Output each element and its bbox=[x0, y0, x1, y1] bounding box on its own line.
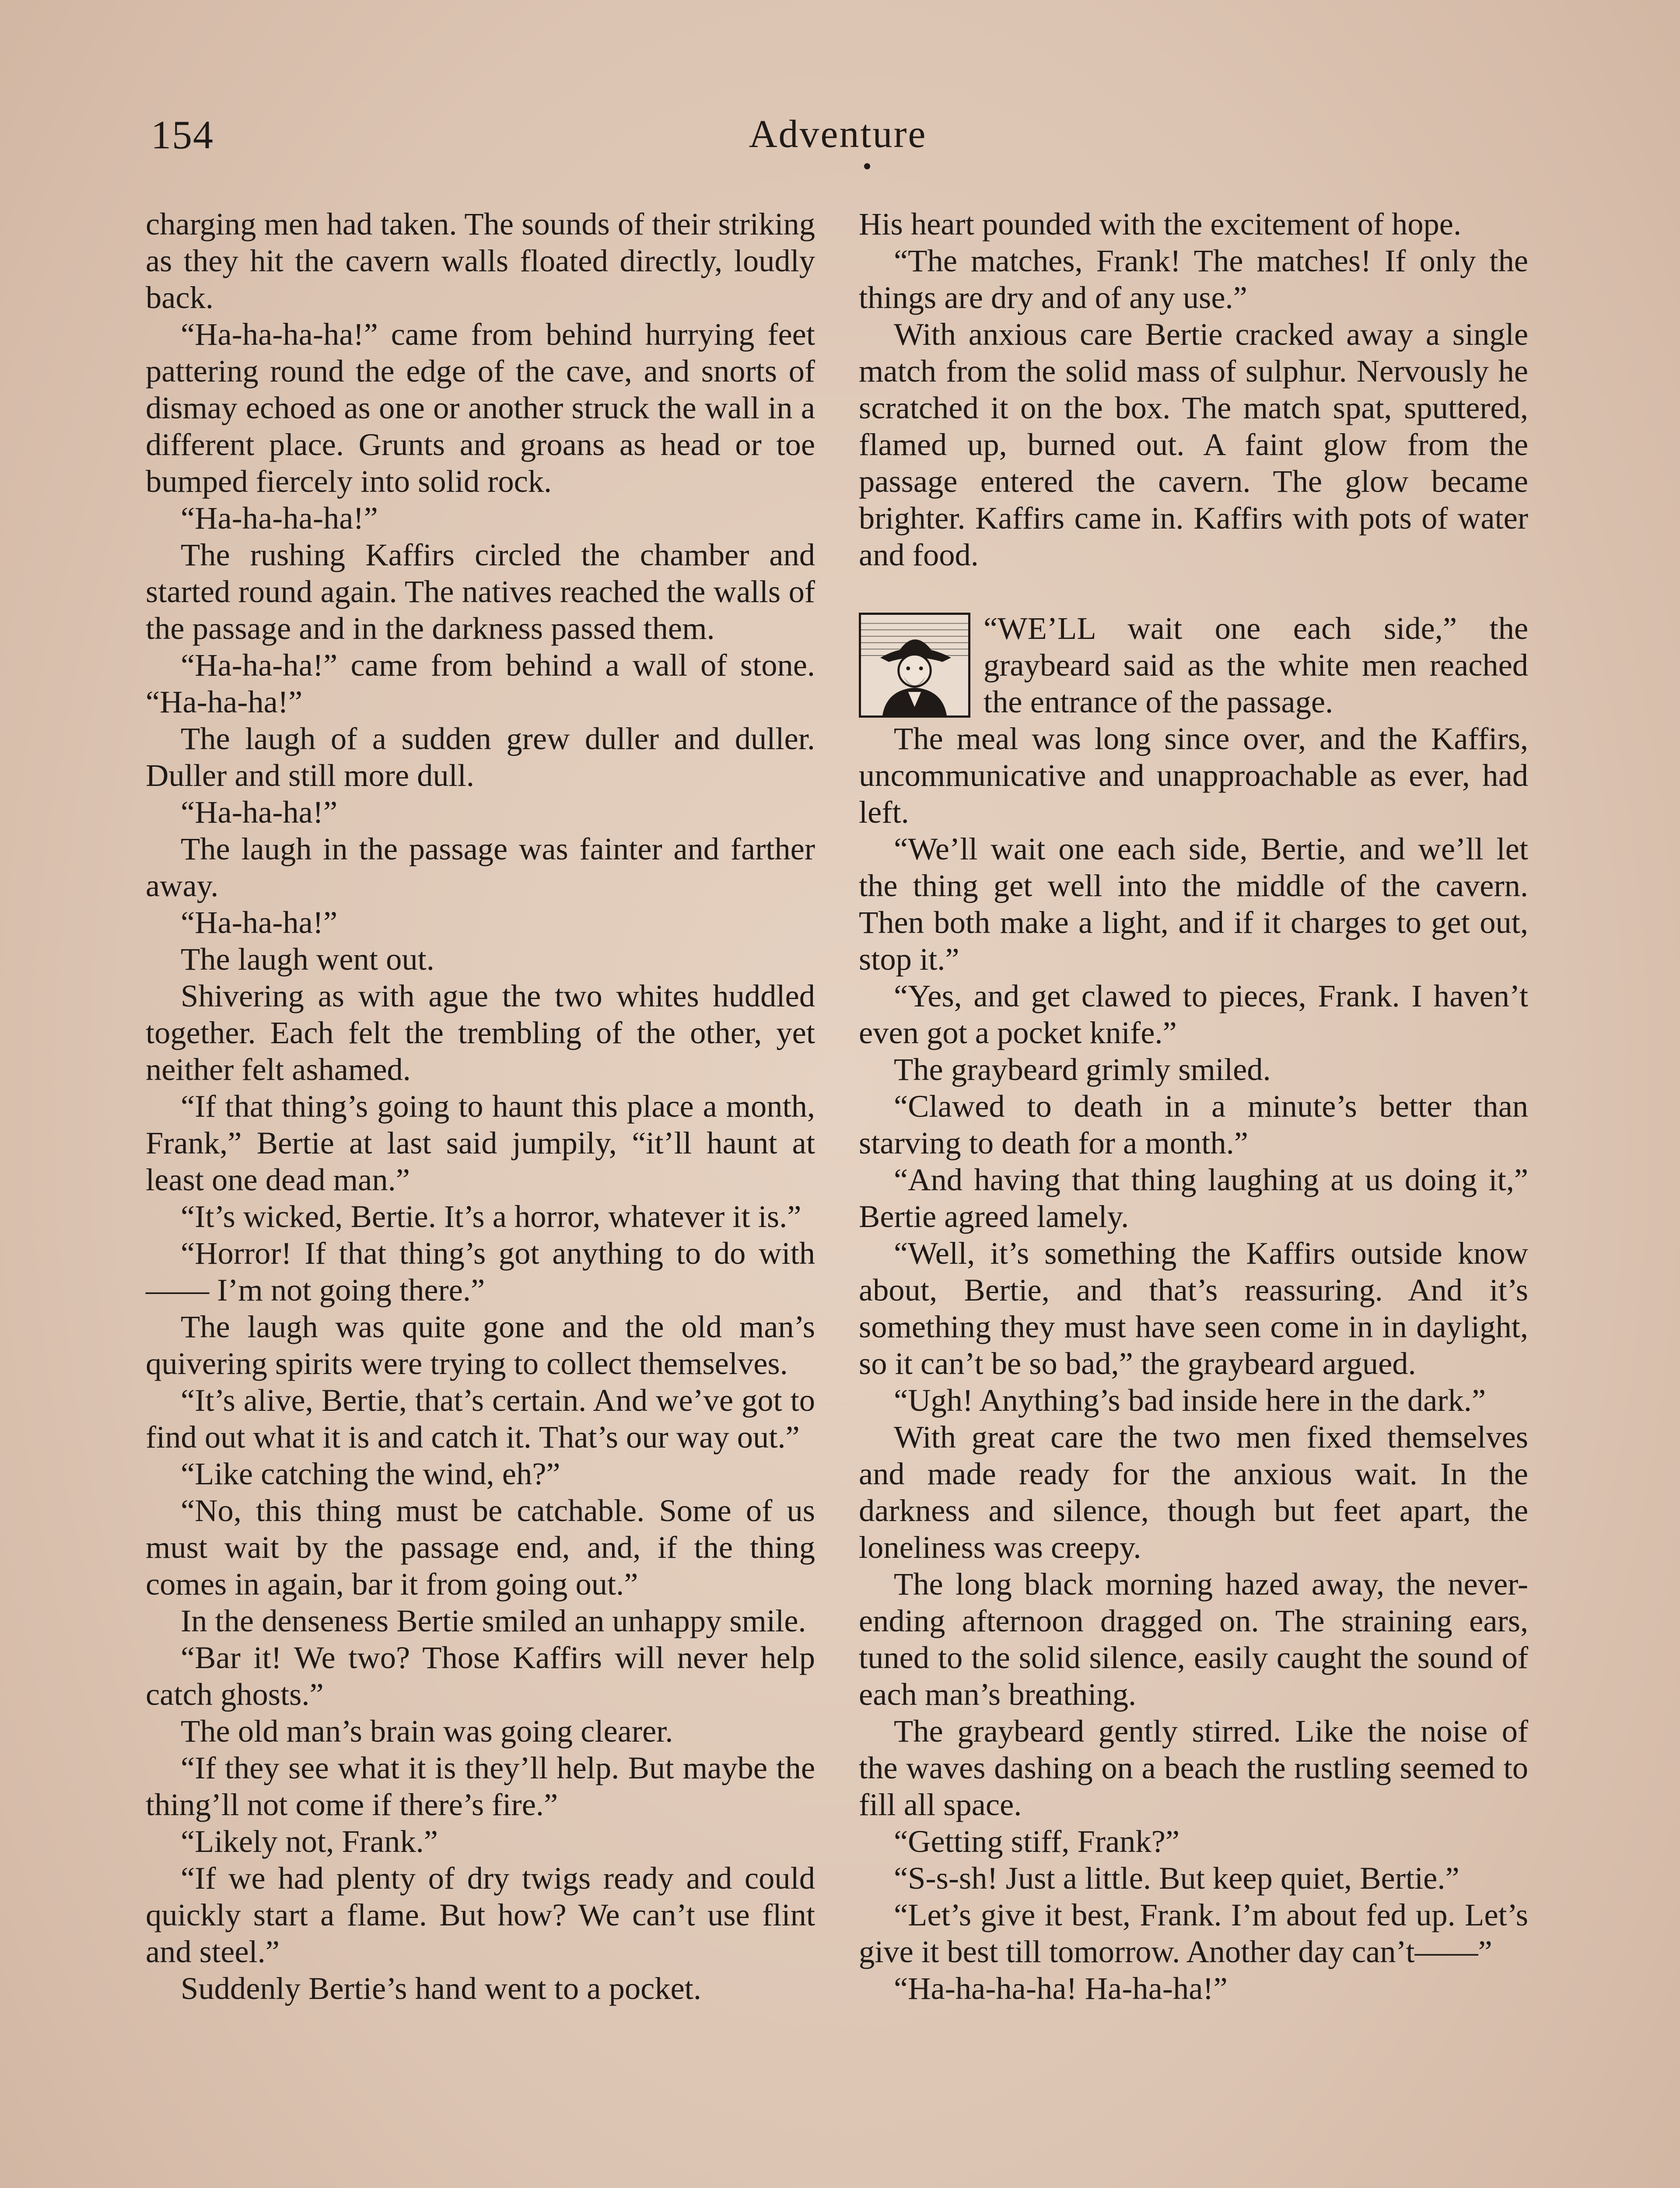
man-with-hat-vignette-icon bbox=[859, 613, 970, 718]
paragraph: “Ha-ha-ha!” bbox=[181, 905, 338, 940]
paragraph: “If we had plenty of dry twigs ready and could quickly start a flame. But how? We can’t use flint and steel.” bbox=[146, 1860, 815, 1969]
paragraph: With anxious care Bertie cracked away a single match from the solid mass of sulphur. Nervously he scratched it on the box. The match spat, sputtered, flamed up, burned out. A faint glow from the passage entered the cavern. The glow became brighter. Kaffirs came in. Kaffirs with pots of water and food. bbox=[859, 316, 1528, 572]
paragraph: charging men had taken. The sounds of their striking as they hit the cavern walls floated directly, loudly back. bbox=[146, 206, 815, 315]
paragraph: “Like catching the wind, eh?” bbox=[181, 1456, 560, 1491]
paragraph: The graybeard gently stirred. Like the noise of the waves dashing on a beach the rustling seemed to fill all space. bbox=[859, 1713, 1528, 1822]
paragraph: “S-s-sh! Just a little. But keep quiet, Bertie.” bbox=[894, 1860, 1460, 1896]
paragraph: “Bar it! We two? Those Kaffirs will never help catch ghosts.” bbox=[146, 1640, 815, 1712]
paragraph: “It’s alive, Bertie, that’s certain. And we’ve got to find out what it is and catch it. That’s our way out.” bbox=[146, 1382, 815, 1455]
paragraph: “If they see what it is they’ll help. But maybe the thing’ll not come if there’s fire.” bbox=[146, 1750, 815, 1822]
paragraph: With great care the two men fixed themselves and made ready for the anxious wait. In the darkness and silence, though but feet apart, the loneliness was creepy. bbox=[859, 1419, 1528, 1565]
paragraph: The laugh in the passage was fainter and farther away. bbox=[146, 831, 815, 903]
section-break bbox=[859, 573, 1528, 610]
paragraph: “Ha-ha-ha!” came from behind a wall of stone. “Ha-ha-ha!” bbox=[146, 647, 815, 719]
paragraph: The rushing Kaffirs circled the chamber and started round again. The natives reached the walls of the passage and in the darkness passed them. bbox=[146, 537, 815, 646]
paragraph: “Ha-ha-ha-ha!” bbox=[181, 500, 378, 536]
paragraph: The laugh went out. bbox=[181, 941, 434, 977]
paragraph: “It’s wicked, Bertie. It’s a horror, whatever it is.” bbox=[181, 1199, 802, 1234]
section-opening-paragraph bbox=[859, 610, 1528, 720]
paragraph: “We’ll wait one each side, Bertie, and we’ll let the thing get well into the middle of the cavern. Then both make a light, and if it charges to get out, stop it.” bbox=[859, 831, 1528, 977]
page-number: 154 bbox=[151, 112, 214, 157]
paragraph: “The matches, Frank! The matches! If only the things are dry and of any use.” bbox=[859, 243, 1528, 315]
paragraph: The laugh was quite gone and the old man’s quivering spirits were trying to collect themselves. bbox=[146, 1309, 815, 1381]
section-opening-text: “WE’LL wait one each side,” the graybeard said as the white men reached the entrance of the passage. bbox=[984, 610, 1528, 719]
paragraph: The old man’s brain was going clearer. bbox=[181, 1713, 673, 1749]
paragraph: In the denseness Bertie smiled an unhappy smile. bbox=[181, 1603, 806, 1638]
paragraph: The long black morning hazed away, the never-ending afternoon dragged on. The straining ears, tuned to the solid silence, easily caught the sound of each man’s breathing. bbox=[859, 1566, 1528, 1712]
header-ornament-dot bbox=[864, 163, 870, 169]
left-text-column bbox=[146, 206, 815, 2007]
paragraph: “Ugh! Anything’s bad inside here in the dark.” bbox=[894, 1382, 1486, 1418]
paragraph: “Well, it’s something the Kaffirs outside know about, Bertie, and that’s reassuring. And it’s something they must have seen come in in daylight, so it can’t be so bad,” the graybeard argued. bbox=[859, 1235, 1528, 1381]
paragraph: “Horror! If that thing’s got anything to do with —— I’m not going there.” bbox=[146, 1235, 815, 1308]
right-text-column bbox=[859, 206, 1528, 2007]
paragraph: “Ha-ha-ha!” bbox=[181, 794, 338, 830]
paragraph: “Getting stiff, Frank?” bbox=[894, 1823, 1180, 1859]
paragraph: “Let’s give it best, Frank. I’m about fed up. Let’s give it best till tomorrow. Another day can’t——” bbox=[859, 1897, 1528, 1969]
paragraph: “Likely not, Frank.” bbox=[181, 1823, 438, 1859]
paragraph: “Clawed to death in a minute’s better than starving to death for a month.” bbox=[859, 1088, 1528, 1161]
paragraph: “And having that thing laughing at us doing it,” Bertie agreed lamely. bbox=[859, 1162, 1528, 1234]
paragraph: The graybeard grimly smiled. bbox=[894, 1052, 1271, 1087]
running-title: Adventure bbox=[749, 112, 927, 156]
paragraph: “Yes, and get clawed to pieces, Frank. I haven’t even got a pocket knife.” bbox=[859, 978, 1528, 1050]
paragraph: “Ha-ha-ha-ha! Ha-ha-ha!” bbox=[894, 1971, 1228, 2006]
page-header bbox=[147, 112, 1529, 168]
paragraph: The laugh of a sudden grew duller and duller. Duller and still more dull. bbox=[146, 721, 815, 793]
paragraph: Shivering as with ague the two whites huddled together. Each felt the trembling of the other, yet neither felt ashamed. bbox=[146, 978, 815, 1087]
paragraph: “If that thing’s going to haunt this place a month, Frank,” Bertie at last said jumpily, “it’ll haunt at least one dead man.” bbox=[146, 1088, 815, 1197]
paragraph: His heart pounded with the excitement of hope. bbox=[859, 206, 1462, 242]
paragraph: The meal was long since over, and the Kaffirs, uncommunicative and unapproachable as ever, had left. bbox=[859, 721, 1528, 830]
paragraph: “No, this thing must be catchable. Some of us must wait by the passage end, and, if the thing comes in again, bar it from going out.” bbox=[146, 1493, 815, 1602]
paragraph: “Ha-ha-ha-ha!” came from behind hurrying feet pattering round the edge of the cave, and snorts of dismay echoed as one or another struck the wall in a different place. Grunts and groans as head or toe bumped fiercely into solid rock. bbox=[146, 316, 815, 499]
paragraph: Suddenly Bertie’s hand went to a pocket. bbox=[181, 1971, 701, 2006]
